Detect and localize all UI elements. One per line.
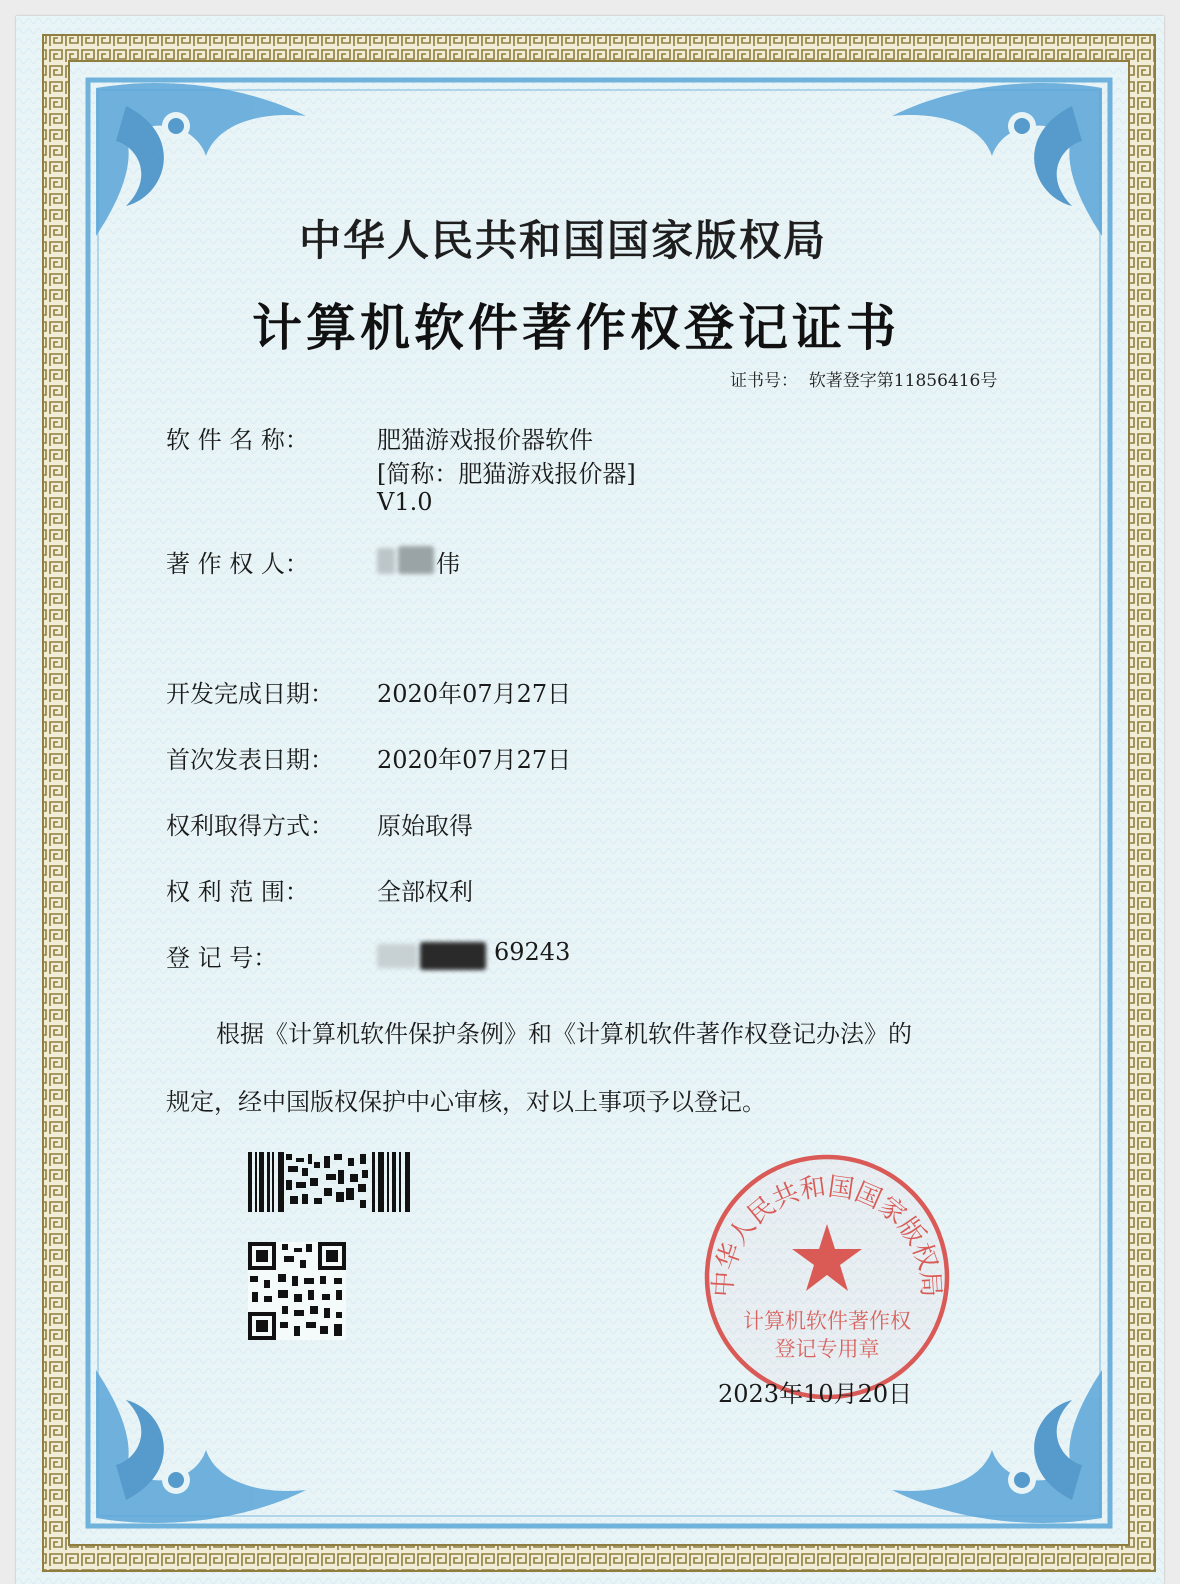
dev-date-value: 2020年07月27日	[377, 680, 572, 708]
reg-no-label: 登 记 号：	[166, 944, 278, 972]
redaction-blur	[398, 546, 434, 574]
legal-text-line1: 根据《计算机软件保护条例》和《计算机软件著作权登记办法》的	[216, 1020, 912, 1048]
copyright-owner-label: 著 作 权 人：	[166, 550, 309, 578]
cert-number-value: 软著登字第11856416号	[808, 371, 998, 391]
redaction-blur	[420, 942, 486, 970]
software-short-name: [简称：肥猫游戏报价器]	[377, 460, 636, 488]
barcode	[248, 1152, 414, 1212]
official-seal	[696, 1146, 958, 1408]
redaction-blur	[377, 944, 417, 968]
seal-arc-text: 中华人民共和国国家版权局	[708, 1171, 946, 1299]
publish-date-value: 2020年07月27日	[377, 746, 572, 774]
software-name-value: 肥猫游戏报价器软件	[377, 426, 593, 454]
redaction-blur	[377, 548, 395, 574]
dev-date-label: 开发完成日期：	[166, 680, 334, 708]
scope-label: 权 利 范 围：	[166, 878, 309, 906]
seal-line1: 计算机软件著作权	[743, 1309, 911, 1333]
software-name-label: 软 件 名 称：	[166, 426, 309, 454]
issue-date: 2023年10月20日	[718, 1380, 913, 1408]
seal-line2: 登记专用章	[774, 1337, 880, 1361]
cert-number	[730, 366, 997, 391]
certificate-sheet	[16, 16, 1164, 1584]
copyright-owner-value: 伟	[436, 550, 460, 578]
agency-title: 中华人民共和国国家版权局	[299, 216, 828, 265]
legal-text-line2: 规定，经中国版权保护中心审核，对以上事项予以登记。	[166, 1088, 766, 1116]
certificate-title: 计算机软件著作权登记证书	[252, 299, 900, 357]
cert-number-label: 证书号：	[730, 371, 798, 391]
qr-code	[248, 1242, 346, 1340]
publish-date-label: 首次发表日期：	[166, 746, 334, 774]
reg-no-value: 69243	[494, 938, 571, 966]
scope-value: 全部权利	[377, 878, 473, 906]
acquisition-value: 原始取得	[377, 812, 473, 840]
acquisition-label: 权利取得方式：	[166, 812, 334, 840]
software-version: V1.0	[377, 488, 433, 516]
